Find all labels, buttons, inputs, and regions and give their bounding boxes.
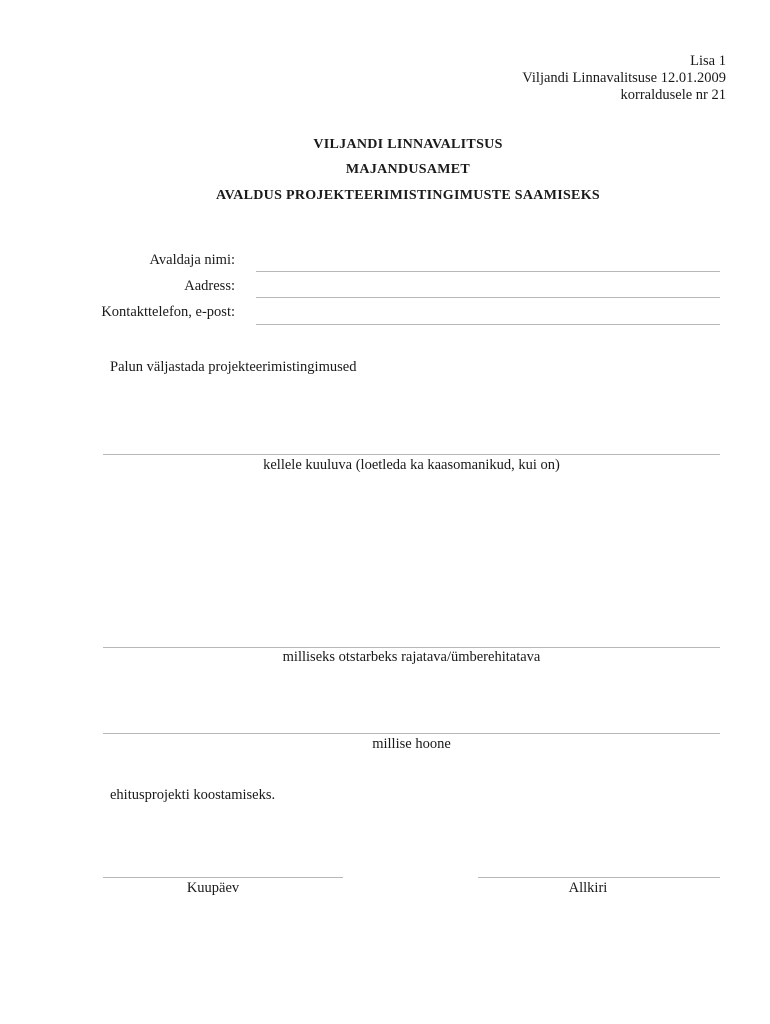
contact-label: Kontakttelefon, e-post: <box>101 304 235 320</box>
purpose-caption: milliseks otstarbeks rajatava/ümberehitatava <box>282 649 541 665</box>
request-closing: ehitusprojekti koostamiseks. <box>110 787 276 803</box>
owner-caption: kellele kuuluva (loetleda ka kaasomanikud, kui on) <box>263 457 560 473</box>
applicant-name-label: Avaldaja nimi: <box>149 252 235 268</box>
building-field[interactable] <box>103 670 720 731</box>
date-caption: Kuupäev <box>186 880 240 896</box>
date-field[interactable] <box>103 855 343 875</box>
request-intro: Palun väljastada projekteerimistingimused <box>110 359 357 375</box>
signature-underline <box>478 877 720 878</box>
date-underline <box>103 877 343 878</box>
purpose-field[interactable] <box>103 480 720 645</box>
authority-title: VILJANDI LINNAVALITSUS <box>313 137 503 152</box>
address-field[interactable] <box>256 277 720 297</box>
purpose-underline <box>103 647 720 648</box>
form-title: AVALDUS PROJEKTEERIMISTINGIMUSTE SAAMISEKS <box>216 188 600 203</box>
annex-label: Lisa 1 <box>690 53 726 69</box>
department-title: MAJANDUSAMET <box>345 162 471 177</box>
property-underline <box>103 454 720 455</box>
contact-underline <box>256 324 720 325</box>
applicant-name-field[interactable] <box>256 251 720 271</box>
signature-field[interactable] <box>478 855 720 875</box>
building-caption: millise hoone <box>372 736 451 752</box>
contact-field[interactable] <box>256 303 720 323</box>
address-label: Aadress: <box>184 278 235 294</box>
building-underline <box>103 733 720 734</box>
decree-date-line: Viljandi Linnavalitsuse 12.01.2009 <box>522 70 726 86</box>
signature-caption: Allkiri <box>568 880 608 896</box>
decree-number-line: korraldusele nr 21 <box>620 87 726 103</box>
property-field[interactable] <box>103 390 720 452</box>
address-underline <box>256 297 720 298</box>
applicant-name-underline <box>256 271 720 272</box>
